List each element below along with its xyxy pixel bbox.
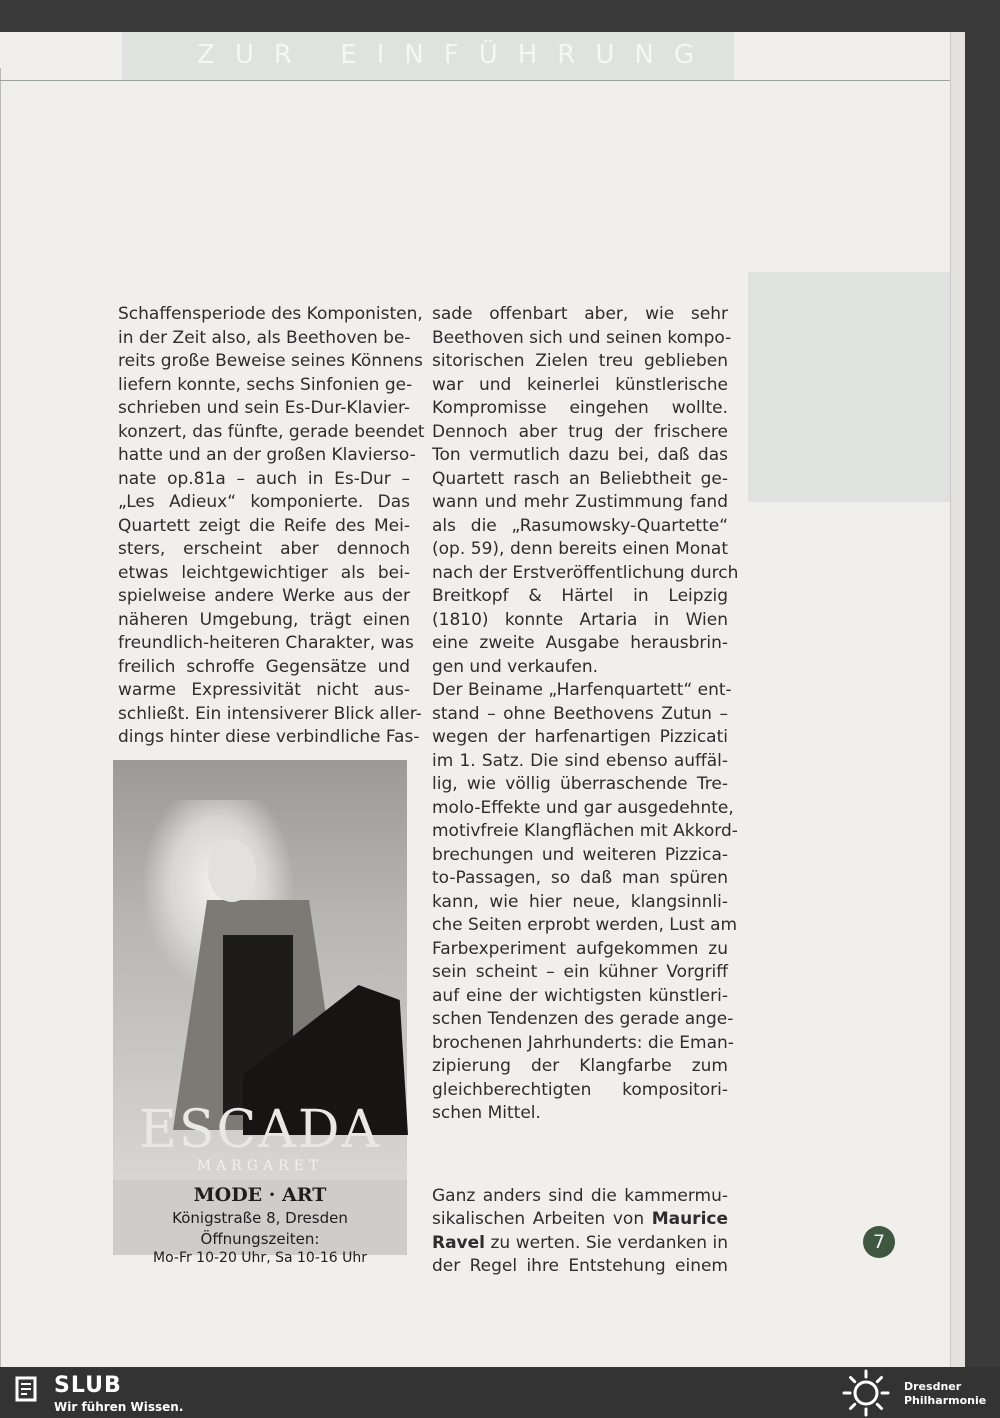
ad-address: Königstraße 8, Dresden	[172, 1209, 348, 1227]
text-line: warme Expressivität nicht aus-	[118, 680, 410, 700]
text-line: sade offenbart aber, wie sehr	[432, 304, 728, 324]
text-line: liefern konnte, sechs Sinfonien ge-	[118, 374, 413, 395]
text-line: molo-Effekte und gar ausgedehnte,	[432, 797, 734, 818]
text-column-right	[432, 303, 739, 1279]
text-line: dings hinter diese verbindliche Fas-	[118, 727, 420, 747]
text-line: freilich schroffe Gegensätze und	[118, 656, 410, 677]
philharmonie-logo-icon	[842, 1369, 890, 1417]
text-line: eine zweite Ausgabe herausbrin-	[432, 633, 728, 653]
text-line: schließt. Ein intensiverer Blick aller-	[118, 703, 422, 724]
text-line: schrieben und sein Es-Dur-Klavier-	[118, 398, 410, 418]
text-line: gleichberechtigten kompositori-	[432, 1079, 728, 1100]
text-column-left	[118, 303, 425, 750]
text-line: stand – ohne Beethovens Zutun –	[432, 703, 728, 724]
paragraph-2-line	[432, 1208, 728, 1232]
page-edge	[950, 32, 965, 1367]
header-rule	[0, 80, 950, 81]
text-line: wann und mehr Zustimmung fand	[432, 492, 728, 512]
text-line: Breitkopf & Härtel in Leipzig	[432, 586, 728, 606]
text-line: sitorischen Zielen treu geblieben	[432, 351, 728, 371]
partner-name-line-1: Dresdner	[904, 1380, 962, 1393]
text-line: Farbexperiment aufgekommen zu	[432, 938, 728, 959]
text-line: spielweise andere Werke aus der	[118, 586, 410, 606]
paragraph-2-line	[432, 1232, 728, 1256]
slub-logo-icon	[14, 1376, 38, 1402]
text-line: im 1. Satz. Die sind ebenso auffäl-	[432, 750, 728, 771]
text-line: brochenen Jahrhunderts: die Eman-	[432, 1032, 734, 1053]
text-line: in der Zeit also, als Beethoven be-	[118, 327, 411, 348]
text-line: wegen der harfenartigen Pizzicati	[432, 727, 728, 747]
text-line: hatte und an der großen Klavierso-	[118, 445, 416, 465]
text-line: etwas leichtgewichtiger als bei-	[118, 562, 410, 583]
text-line: schen Tendenzen des gerade ange-	[432, 1009, 734, 1029]
text-line: konzert, das fünfte, gerade beendet	[118, 421, 425, 442]
partner-name-line-2: Philharmonie	[904, 1394, 987, 1407]
text-line: gen und verkaufen.	[432, 656, 599, 677]
composer-name-last: Ravel	[432, 1232, 486, 1253]
partner-name	[904, 1380, 986, 1408]
text-line: sters, erscheint aber dennoch	[118, 539, 410, 559]
text-line: „Les Adieux“ komponierte. Das	[118, 492, 410, 512]
text-line: (1810) konnte Artaria in Wien	[432, 609, 728, 630]
text-line: nate op.81a – auch in Es-Dur –	[118, 468, 410, 489]
column-right-paragraph-1	[432, 303, 739, 1126]
footer-bar	[0, 1367, 1000, 1418]
text-line: motivfreie Klangflächen mit Akkord-	[432, 821, 738, 841]
slub-name: SLUB	[54, 1373, 122, 1398]
text-line: brechungen und weiteren Pizzica-	[432, 844, 728, 865]
text-line: reits große Beweise seines Könnens	[118, 351, 423, 371]
text-line: zipierung der Klangfarbe zum	[432, 1056, 728, 1076]
text-line: lig, wie völlig überraschende Tre-	[432, 774, 728, 794]
paragraph-2-line: Ganz anders sind die kammermu-	[432, 1185, 728, 1206]
document-page	[0, 32, 950, 1367]
ad-hours: Mo-Fr 10-20 Uhr, Sa 10-16 Uhr	[152, 1250, 368, 1266]
composer-name-first: Maurice	[651, 1209, 728, 1229]
paragraph-2-line: der Regel ihre Entstehung einem	[432, 1256, 728, 1276]
ad-hours-label: Öffnungszeiten:	[200, 1230, 320, 1248]
advertisement	[113, 760, 407, 1266]
slub-tagline: Wir führen Wissen.	[54, 1400, 184, 1414]
text-line: war und keinerlei künstlerische	[432, 374, 728, 395]
ad-title: MODE · ART	[193, 1184, 327, 1206]
text-line: che Seiten erprobt werden, Lust am	[432, 915, 738, 935]
text-line: (op. 59), denn bereits einen Monat	[432, 539, 728, 559]
text-line: schen Mittel.	[432, 1103, 541, 1123]
text-line: Kompromisse eingehen wollte.	[432, 398, 728, 418]
text-line: to-Passagen, so daß man spüren	[432, 868, 728, 888]
text-line: Der Beiname „Harfenquartett“ ent-	[432, 680, 732, 700]
page-left-rule	[0, 68, 1, 1368]
text-line: Dennoch aber trug der frischere	[432, 421, 728, 442]
text-line: nach der Erstveröffentlichung durch	[432, 562, 739, 583]
section-title: ZUR EINFÜHRUNG	[197, 40, 714, 70]
section-header-band	[122, 32, 734, 80]
text-line: Quartett zeigt die Reife des Mei-	[118, 515, 410, 536]
text-line: Quartett rasch an Beliebtheit ge-	[432, 468, 728, 489]
text-line: Ton vermutlich dazu bei, daß das	[432, 445, 728, 465]
margin-image-placeholder	[748, 272, 950, 502]
ad-sub-brand: MARGARET	[196, 1158, 324, 1174]
text-line: freundlich-heiteren Charakter, was	[118, 633, 414, 653]
text-line: näheren Umgebung, trägt einen	[118, 609, 410, 630]
page-number: 7	[863, 1226, 895, 1258]
text-line: Schaffensperiode des Komponisten,	[118, 304, 423, 324]
paragraph-2-text: sikalischen Arbeiten von	[432, 1209, 652, 1229]
text-line: auf eine der wichtigsten künstleri-	[432, 985, 728, 1006]
text-line: als die „Rasumowsky-Quartette“	[432, 515, 728, 536]
paragraph-2-text: zu werten. Sie verdanken in	[485, 1232, 728, 1253]
text-line: Beethoven sich und seinen kompo-	[432, 327, 732, 348]
ad-brand-logo: ESCADA	[138, 1100, 382, 1160]
text-line: kann, wie hier neue, klangsinnli-	[432, 891, 728, 912]
text-line: sein scheint – ein kühner Vorgriff	[432, 962, 728, 982]
